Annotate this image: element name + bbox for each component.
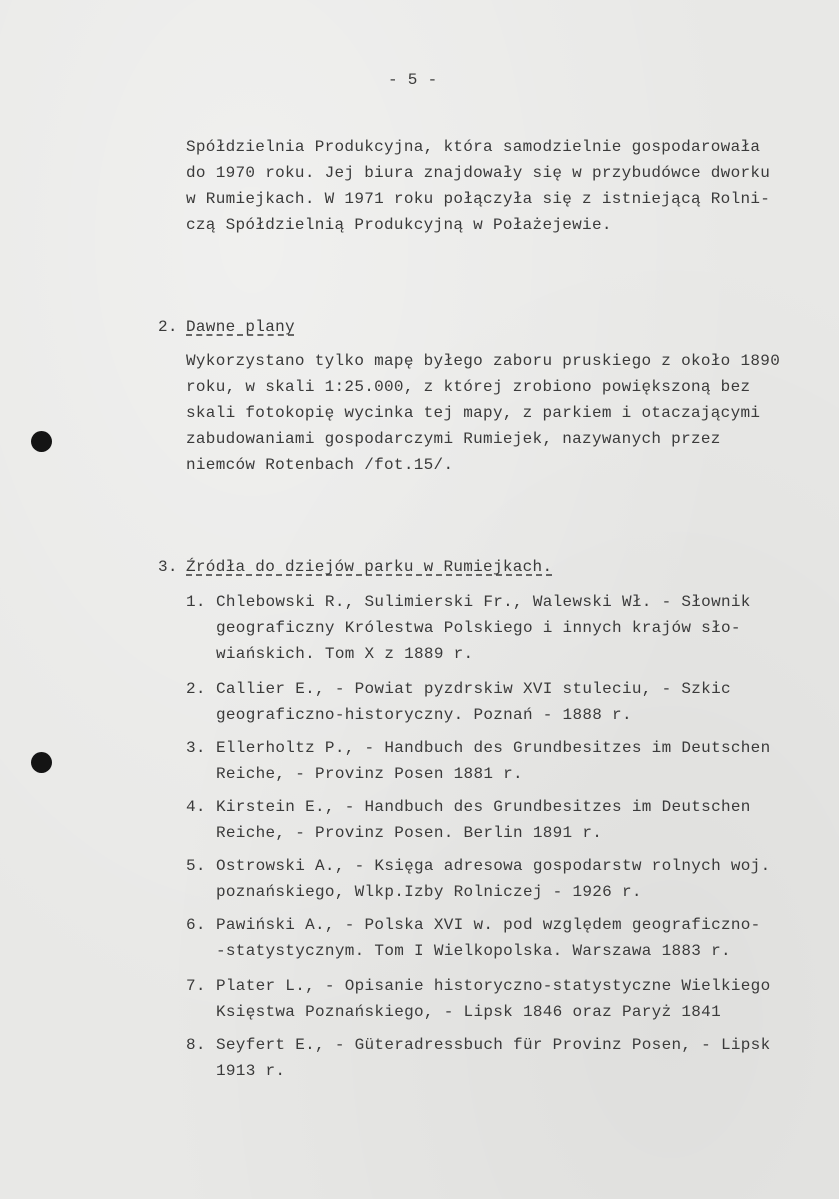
source-line: Pawiński A., - Polska XVI w. pod względem geograficzno- [216,916,761,934]
source-number: 1. [186,593,206,611]
source-line: Seyfert E., - Güteradressbuch für Provinz Posen, - Lipsk [216,1036,771,1054]
source-line: Ellerholtz P., - Handbuch des Grundbesitzes im Deutschen [216,739,771,757]
source-number: 6. [186,916,206,934]
punch-hole [31,752,52,773]
source-number: 8. [186,1036,206,1054]
source-line: Chlebowski R., Sulimierski Fr., Walewski Wł. - Słownik [216,593,751,611]
section-2-line: niemców Rotenbach /fot.15/. [186,456,454,474]
source-line: poznańskiego, Wlkp.Izby Rolniczej - 1926 r. [216,883,642,901]
intro-line: czą Spółdzielnią Produkcyjną w Połażejewie. [186,216,612,234]
source-number: 4. [186,798,206,816]
source-line: Plater L., - Opisanie historyczno-statystyczne Wielkiego [216,977,771,995]
source-line: Reiche, - Provinz Posen. Berlin 1891 r. [216,824,603,842]
source-number: 7. [186,977,206,995]
source-number: 3. [186,739,206,757]
source-line: Kirstein E., - Handbuch des Grundbesitzes im Deutschen [216,798,751,816]
source-line: geograficzny Królestwa Polskiego i innych krajów sło- [216,619,741,637]
intro-line: do 1970 roku. Jej biura znajdowały się w przybudówce dworku [186,164,771,182]
section-2-number: 2. [158,318,178,336]
intro-line: w Rumiejkach. W 1971 roku połączyła się z istniejącą Rolni- [186,190,771,208]
section-3-heading: Źródła do dziejów parku w Rumiejkach. [186,558,553,576]
source-line: wiańskich. Tom X z 1889 r. [216,645,474,663]
source-number: 5. [186,857,206,875]
section-2-line: roku, w skali 1:25.000, z której zrobiono powiększoną bez [186,378,751,396]
punch-hole [31,431,52,452]
page-number: - 5 - [388,71,438,89]
source-line: Księstwa Poznańskiego, - Lipsk 1846 oraz Paryż 1841 [216,1003,721,1021]
section-2-line: skali fotokopię wycinka tej mapy, z parkiem i otaczającymi [186,404,761,422]
intro-line: Spółdzielnia Produkcyjna, która samodzielnie gospodarowała [186,138,761,156]
section-2-line: Wykorzystano tylko mapę byłego zaboru pruskiego z około 1890 [186,352,781,370]
source-number: 2. [186,680,206,698]
section-2-line: zabudowaniami gospodarczymi Rumiejek, nazywanych przez [186,430,721,448]
source-line: Reiche, - Provinz Posen 1881 r. [216,765,523,783]
source-line: 1913 r. [216,1062,286,1080]
source-line: Callier E., - Powiat pyzdrskiw XVI stuleciu, - Szkic [216,680,731,698]
source-line: geograficzno-historyczny. Poznań - 1888 r. [216,706,632,724]
source-line: -statystycznym. Tom I Wielkopolska. Warszawa 1883 r. [216,942,731,960]
section-3-number: 3. [158,558,178,576]
section-2-heading: Dawne plany [186,318,295,336]
source-line: Ostrowski A., - Księga adresowa gospodarstw rolnych woj. [216,857,771,875]
